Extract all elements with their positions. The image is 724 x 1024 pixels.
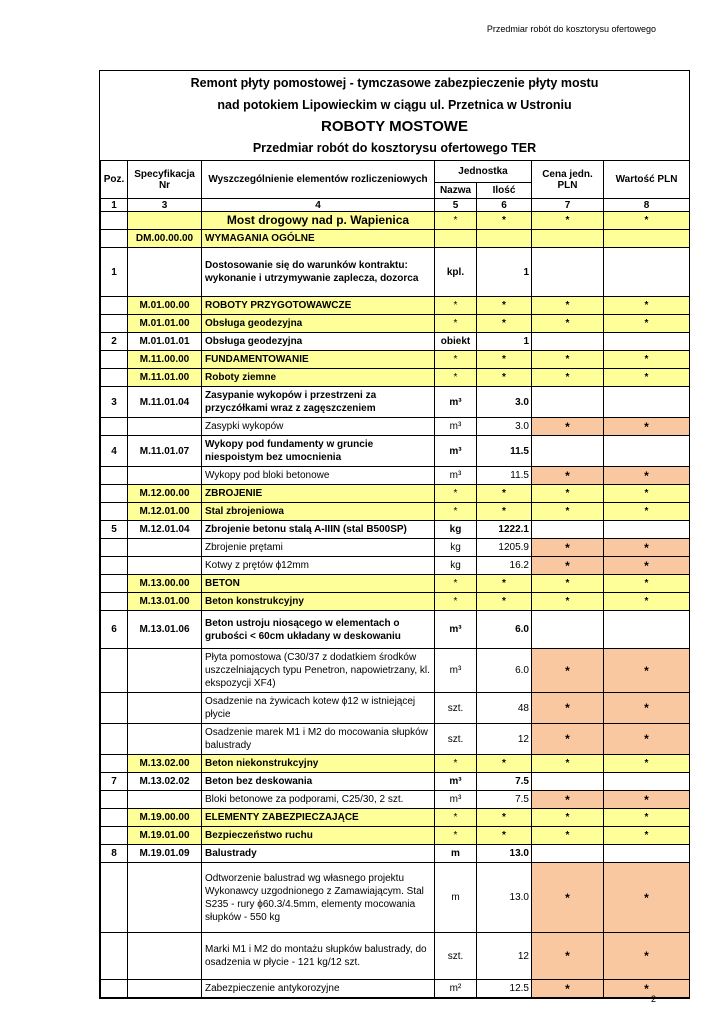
cell-description: Zbrojenie prętami (202, 539, 435, 557)
cell-qty: 7.5 (477, 773, 532, 791)
cell-poz (101, 230, 128, 248)
cell-qty: * (477, 369, 532, 387)
cell-description: Bloki betonowe za podporami, C25/30, 2 szt. (202, 791, 435, 809)
cell-value (604, 387, 690, 418)
cell-unit: * (435, 809, 477, 827)
cell-poz (101, 593, 128, 611)
section-row (101, 230, 690, 248)
cell-poz: 5 (101, 521, 128, 539)
page-number: 2 (650, 994, 656, 1004)
cell-spec (128, 933, 202, 980)
cell-value: * (604, 863, 690, 933)
cell-unit-price: * (532, 863, 604, 933)
cell-qty: 3.0 (477, 387, 532, 418)
cell-value (604, 230, 690, 248)
cell-spec: M.19.00.00 (128, 809, 202, 827)
cell-poz: 2 (101, 333, 128, 351)
cell-description: Odtworzenie balustrad wg własnego projektu Wykonawcy uzgodnionego z Zamawiającym. Stal S235 - rury ϕ60.3/4.5mm, elementy mocowania słupków - 550 kg (202, 863, 435, 933)
cell-qty: 13.0 (477, 845, 532, 863)
cell-unit: szt. (435, 693, 477, 724)
cell-qty: 12 (477, 724, 532, 755)
cell-poz: 6 (101, 611, 128, 649)
cell-value: * (604, 724, 690, 755)
cell-qty: * (477, 755, 532, 773)
cell-unit: * (435, 575, 477, 593)
cell-poz (101, 297, 128, 315)
cell-spec (128, 557, 202, 575)
cell-description: Beton niekonstrukcyjny (202, 755, 435, 773)
cell-description: ZBROJENIE (202, 485, 435, 503)
col-header-unit-qty: Ilość (477, 183, 532, 199)
cell-description: Wykopy pod bloki betonowe (202, 467, 435, 485)
sub-item-row (101, 539, 690, 557)
cell-spec (128, 418, 202, 436)
cell-unit-price: * (532, 933, 604, 980)
cell-unit: kg (435, 539, 477, 557)
cell-value: * (604, 557, 690, 575)
cell-unit: * (435, 369, 477, 387)
col-header-desc: Wyszczególnienie elementów rozliczeniowych (202, 161, 435, 199)
cell-spec: M.01.00.00 (128, 297, 202, 315)
cell-description: Zasypki wykopów (202, 418, 435, 436)
cell-poz (101, 503, 128, 521)
cell-unit-price: * (532, 418, 604, 436)
cell-unit-price: * (532, 791, 604, 809)
title-line-2: nad potokiem Lipowieckim w ciągu ul. Przetnica w Ustroniu (217, 98, 572, 112)
cell-unit: m (435, 863, 477, 933)
cell-poz (101, 693, 128, 724)
cell-poz (101, 557, 128, 575)
cell-value (604, 248, 690, 297)
cell-unit-price: * (532, 369, 604, 387)
cell-qty: * (477, 809, 532, 827)
cell-unit-price (532, 387, 604, 418)
sub-item-row (101, 791, 690, 809)
section-row (101, 503, 690, 521)
sub-item-row (101, 863, 690, 933)
cell-qty: 11.5 (477, 436, 532, 467)
cell-value: * (604, 297, 690, 315)
cell-unit: m³ (435, 418, 477, 436)
cell-unit: m³ (435, 387, 477, 418)
col-number: 4 (202, 199, 435, 212)
cell-poz (101, 724, 128, 755)
cell-spec: M.11.01.00 (128, 369, 202, 387)
cell-poz (101, 485, 128, 503)
item-row (101, 773, 690, 791)
cell-value: * (604, 933, 690, 980)
cell-qty: * (477, 575, 532, 593)
cell-description: Wykopy pod fundamenty w gruncie niespoistym bez umocnienia (202, 436, 435, 467)
sub-item-row (101, 933, 690, 980)
item-row (101, 845, 690, 863)
cell-spec (128, 248, 202, 297)
cell-description: Stal zbrojeniowa (202, 503, 435, 521)
cell-unit-price: * (532, 693, 604, 724)
cell-description: Balustrady (202, 845, 435, 863)
cell-unit-price (532, 611, 604, 649)
cell-spec: M.13.01.06 (128, 611, 202, 649)
cell-qty: 3.0 (477, 418, 532, 436)
section-row (101, 369, 690, 387)
cell-unit-price: * (532, 980, 604, 998)
cell-unit-price (532, 436, 604, 467)
cell-qty: * (477, 351, 532, 369)
cell-description: Płyta pomostowa (C30/37 z dodatkiem środków uszczelniających typu Penetron, napowietrzany, kl. ekspozycji XF4) (202, 649, 435, 693)
col-header-spec: Specyfikacja Nr (128, 161, 202, 199)
cell-qty: 13.0 (477, 863, 532, 933)
cell-spec: M.12.00.00 (128, 485, 202, 503)
col-header-value: Wartość PLN (604, 161, 690, 199)
cell-unit-price: * (532, 485, 604, 503)
cell-value: * (604, 827, 690, 845)
cell-value: * (604, 980, 690, 998)
cell-unit: m (435, 845, 477, 863)
cell-description: Obsługa geodezyjna (202, 333, 435, 351)
cell-unit-price: * (532, 539, 604, 557)
cell-value: * (604, 212, 690, 230)
section-row (101, 485, 690, 503)
cell-value: * (604, 503, 690, 521)
cell-spec: M.19.01.09 (128, 845, 202, 863)
cell-unit: * (435, 297, 477, 315)
cell-qty: 7.5 (477, 791, 532, 809)
cell-unit: * (435, 212, 477, 230)
cell-spec (128, 724, 202, 755)
cell-poz (101, 863, 128, 933)
cell-poz (101, 351, 128, 369)
cell-qty: * (477, 485, 532, 503)
cell-spec: M.12.01.00 (128, 503, 202, 521)
col-header-unit-group: Jednostka (435, 161, 532, 183)
section-row (101, 297, 690, 315)
cell-value (604, 521, 690, 539)
col-header-poz: Poz. (101, 161, 128, 199)
cell-poz (101, 933, 128, 980)
cell-description: Zbrojenie betonu stalą A-IIIN (stal B500SP) (202, 521, 435, 539)
section-row (101, 575, 690, 593)
cell-spec (128, 791, 202, 809)
cell-value (604, 845, 690, 863)
cell-poz: 1 (101, 248, 128, 297)
cell-qty: 48 (477, 693, 532, 724)
cell-unit-price: * (532, 351, 604, 369)
cell-qty: * (477, 827, 532, 845)
cell-spec: M.11.00.00 (128, 351, 202, 369)
cell-description: ELEMENTY ZABEZPIECZAJĄCE (202, 809, 435, 827)
col-header-price: Cena jedn. PLN (532, 161, 604, 199)
cell-spec (128, 539, 202, 557)
cell-qty: 6.0 (477, 649, 532, 693)
cell-poz: 7 (101, 773, 128, 791)
col-number: 6 (477, 199, 532, 212)
cell-value: * (604, 485, 690, 503)
cell-value (604, 773, 690, 791)
cell-qty (477, 230, 532, 248)
sub-item-row (101, 724, 690, 755)
cell-spec: M.13.02.00 (128, 755, 202, 773)
cell-spec (128, 212, 202, 230)
cell-value: * (604, 809, 690, 827)
cell-value: * (604, 755, 690, 773)
cell-poz (101, 315, 128, 333)
title-line-1: Remont płyty pomostowej - tymczasowe zabezpieczenie płyty mostu (190, 76, 599, 90)
cell-unit-price: * (532, 649, 604, 693)
col-number: 1 (101, 199, 128, 212)
cell-unit: * (435, 755, 477, 773)
cell-unit-price: * (532, 809, 604, 827)
cell-qty: 1205.9 (477, 539, 532, 557)
cell-value: * (604, 693, 690, 724)
cell-unit: kg (435, 557, 477, 575)
section-row (101, 809, 690, 827)
cell-unit-price: * (532, 557, 604, 575)
cell-description: Roboty ziemne (202, 369, 435, 387)
cell-qty: * (477, 212, 532, 230)
cell-spec: M.01.01.00 (128, 315, 202, 333)
cell-unit: kg (435, 521, 477, 539)
title-line-3: ROBOTY MOSTOWE (321, 118, 468, 135)
cell-unit: szt. (435, 724, 477, 755)
cell-poz (101, 467, 128, 485)
cell-value (604, 333, 690, 351)
item-row (101, 521, 690, 539)
cell-spec (128, 980, 202, 998)
cell-description: Beton bez deskowania (202, 773, 435, 791)
cell-spec: M.11.01.04 (128, 387, 202, 418)
cell-description: FUNDAMENTOWANIE (202, 351, 435, 369)
col-number: 3 (128, 199, 202, 212)
cell-unit: m³ (435, 773, 477, 791)
cell-poz (101, 369, 128, 387)
cell-description: Kotwy z prętów ϕ12mm (202, 557, 435, 575)
cell-spec: DM.00.00.00 (128, 230, 202, 248)
cell-unit: m³ (435, 611, 477, 649)
cell-value (604, 611, 690, 649)
item-row (101, 387, 690, 418)
cell-description: WYMAGANIA OGÓLNE (202, 230, 435, 248)
cell-poz (101, 575, 128, 593)
cell-value: * (604, 575, 690, 593)
cell-poz (101, 791, 128, 809)
cell-unit: * (435, 351, 477, 369)
sub-item-row (101, 557, 690, 575)
cell-value: * (604, 593, 690, 611)
cell-unit-price: * (532, 212, 604, 230)
cell-poz (101, 418, 128, 436)
document-header: Przedmiar robót do kosztorysu ofertowego (486, 24, 656, 34)
sub-item-row (101, 467, 690, 485)
cell-unit-price: * (532, 724, 604, 755)
cell-unit: m³ (435, 649, 477, 693)
cell-unit: m² (435, 980, 477, 998)
cell-unit-price: * (532, 467, 604, 485)
sub-item-row (101, 693, 690, 724)
cell-qty: * (477, 593, 532, 611)
cell-description: Osadzenie marek M1 i M2 do mocowania słupków balustrady (202, 724, 435, 755)
cell-spec: M.19.01.00 (128, 827, 202, 845)
cell-value: * (604, 649, 690, 693)
section-row (101, 755, 690, 773)
cell-spec: M.13.02.02 (128, 773, 202, 791)
cell-unit-price: * (532, 575, 604, 593)
cell-poz: 4 (101, 436, 128, 467)
cell-qty: * (477, 297, 532, 315)
cell-spec: M.13.01.00 (128, 593, 202, 611)
cell-description: Osadzenie na żywicach kotew ϕ12 w istniejącej płycie (202, 693, 435, 724)
cell-unit-price: * (532, 827, 604, 845)
cell-qty: 1 (477, 333, 532, 351)
cell-unit-price: * (532, 297, 604, 315)
cell-spec: M.12.01.04 (128, 521, 202, 539)
cell-description: Most drogowy nad p. Wapienica (202, 212, 435, 230)
sub-item-row (101, 649, 690, 693)
cell-description: Beton konstrukcyjny (202, 593, 435, 611)
cell-value: * (604, 791, 690, 809)
cell-value: * (604, 369, 690, 387)
cell-unit: * (435, 485, 477, 503)
cell-poz (101, 212, 128, 230)
cell-value (604, 436, 690, 467)
sub-item-row (101, 418, 690, 436)
cell-qty: 16.2 (477, 557, 532, 575)
cell-spec: M.13.00.00 (128, 575, 202, 593)
cell-description: ROBOTY PRZYGOTOWAWCZE (202, 297, 435, 315)
cell-spec (128, 467, 202, 485)
cell-value: * (604, 539, 690, 557)
estimate-table (100, 160, 690, 998)
cell-poz (101, 809, 128, 827)
cell-poz: 3 (101, 387, 128, 418)
cell-description: Bezpieczeństwo ruchu (202, 827, 435, 845)
cell-unit-price (532, 521, 604, 539)
col-number: 8 (604, 199, 690, 212)
cell-unit-price (532, 230, 604, 248)
cell-qty: 11.5 (477, 467, 532, 485)
cell-qty: 12 (477, 933, 532, 980)
cell-poz (101, 980, 128, 998)
cell-value: * (604, 418, 690, 436)
cell-qty: * (477, 503, 532, 521)
cell-qty: * (477, 315, 532, 333)
estimate-frame (99, 70, 690, 999)
cell-poz: 8 (101, 845, 128, 863)
cell-unit: * (435, 827, 477, 845)
col-number: 7 (532, 199, 604, 212)
cell-unit: kpl. (435, 248, 477, 297)
cell-unit-price: * (532, 503, 604, 521)
cell-unit: * (435, 315, 477, 333)
section-row (101, 351, 690, 369)
cell-poz (101, 755, 128, 773)
cell-spec: M.01.01.01 (128, 333, 202, 351)
cell-description: BETON (202, 575, 435, 593)
item-row (101, 333, 690, 351)
item-row (101, 248, 690, 297)
cell-value: * (604, 351, 690, 369)
section-row (101, 827, 690, 845)
item-row (101, 611, 690, 649)
cell-poz (101, 827, 128, 845)
cell-unit-price: * (532, 593, 604, 611)
cell-value: * (604, 467, 690, 485)
cell-unit: szt. (435, 933, 477, 980)
title-line-4: Przedmiar robót do kosztorysu ofertowego TER (252, 141, 537, 155)
cell-description: Dostosowanie się do warunków kontraktu: wykonanie i utrzymywanie zaplecza, dozorca (202, 248, 435, 297)
section-row (101, 212, 690, 230)
cell-qty: 1222.1 (477, 521, 532, 539)
section-row (101, 593, 690, 611)
cell-unit: * (435, 503, 477, 521)
item-row (101, 436, 690, 467)
cell-description: Beton ustroju niosącego w elementach o grubości < 60cm układany w deskowaniu (202, 611, 435, 649)
cell-poz (101, 539, 128, 557)
cell-unit-price (532, 248, 604, 297)
cell-unit: * (435, 593, 477, 611)
cell-description: Obsługa geodezyjna (202, 315, 435, 333)
sub-item-row (101, 980, 690, 998)
cell-description: Zasypanie wykopów i przestrzeni za przyczółkami wraz z zagęszczeniem (202, 387, 435, 418)
cell-unit-price (532, 333, 604, 351)
cell-spec (128, 863, 202, 933)
cell-spec: M.11.01.07 (128, 436, 202, 467)
cell-spec (128, 649, 202, 693)
cell-unit: m³ (435, 791, 477, 809)
cell-value: * (604, 315, 690, 333)
cell-unit-price (532, 773, 604, 791)
cell-unit: m³ (435, 436, 477, 467)
cell-unit-price: * (532, 755, 604, 773)
cell-description: Zabezpieczenie antykorozyjne (202, 980, 435, 998)
cell-qty: 6.0 (477, 611, 532, 649)
cell-unit: m³ (435, 467, 477, 485)
col-header-unit-name: Nazwa (435, 183, 477, 199)
cell-poz (101, 649, 128, 693)
cell-unit: obiekt (435, 333, 477, 351)
cell-description: Marki M1 i M2 do montażu słupków balustrady, do osadzenia w płycie - 121 kg/12 szt. (202, 933, 435, 980)
cell-unit-price (532, 845, 604, 863)
cell-spec (128, 693, 202, 724)
cell-unit (435, 230, 477, 248)
col-number: 5 (435, 199, 477, 212)
cell-qty: 1 (477, 248, 532, 297)
cell-unit-price: * (532, 315, 604, 333)
cell-qty: 12.5 (477, 980, 532, 998)
section-row (101, 315, 690, 333)
